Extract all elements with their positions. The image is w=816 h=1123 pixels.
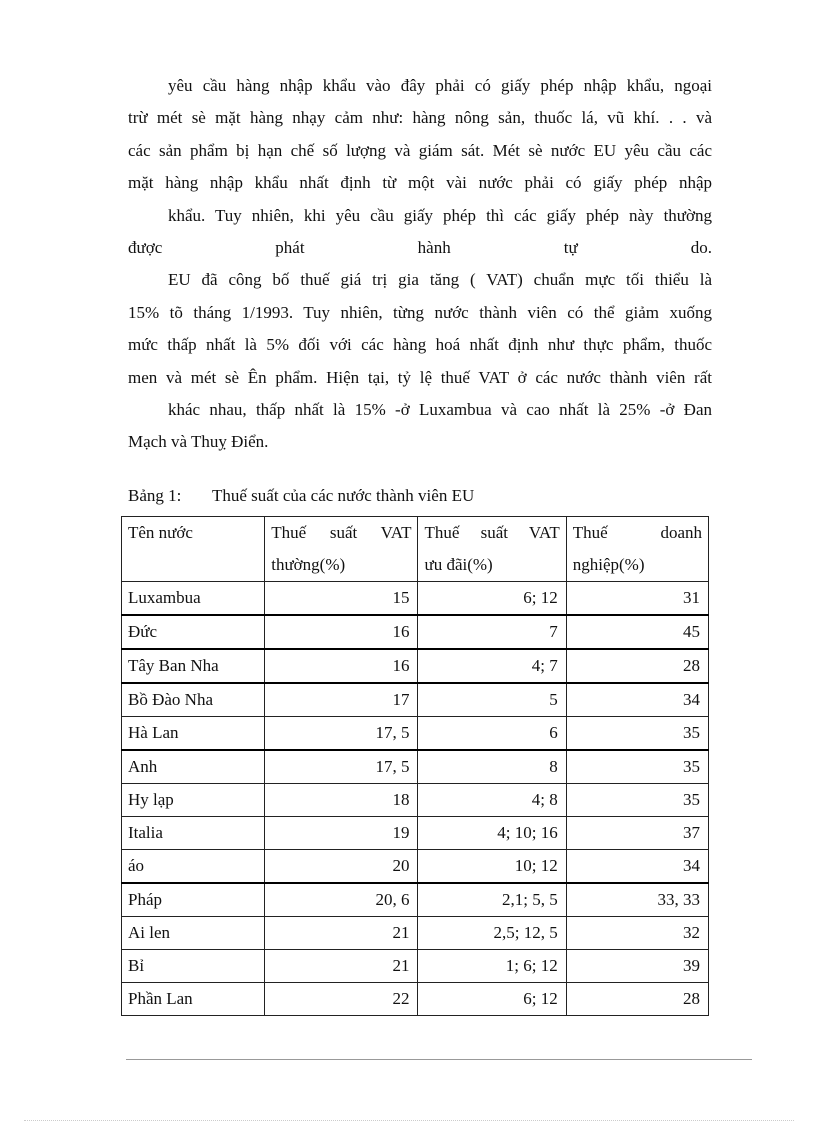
table-caption-label: Bảng 1: <box>128 486 182 505</box>
text-line: yêu cầu hàng nhập khẩu vào đây phải có giấy phép nhập khẩu, ngoại <box>168 76 712 95</box>
table-row <box>122 883 709 917</box>
cell-vat-preferential: 2,1; 5, 5 <box>418 883 566 917</box>
table-row <box>122 615 709 649</box>
vat-rate-table <box>121 516 709 1016</box>
cell-vat-preferential: 4; 7 <box>418 649 566 683</box>
table-row <box>122 983 709 1016</box>
footer-rule <box>126 1059 752 1060</box>
cell-vat-normal: 16 <box>265 649 418 683</box>
cell-vat-preferential: 1; 6; 12 <box>418 950 566 983</box>
text-line: 15% tõ tháng 1/1993. Tuy nhiên, từng nước thành viên có thể giảm xuống <box>128 302 712 322</box>
cell-vat-preferential: 6; 12 <box>418 582 566 616</box>
table-row <box>122 784 709 817</box>
cell-vat-normal: 21 <box>265 950 418 983</box>
cell-vat-preferential: 8 <box>418 750 566 784</box>
text-line: men và mét sè Ên phẩm. Hiện tại, tỷ lệ thuế VAT ở các nước thành viên rất <box>128 367 712 387</box>
cell-corporate-tax: 34 <box>566 850 708 884</box>
cell-country: Đức <box>122 615 265 649</box>
cell-country: Italia <box>122 817 265 850</box>
cell-vat-preferential: 4; 8 <box>418 784 566 817</box>
table-header-row <box>122 517 709 582</box>
cell-corporate-tax: 33, 33 <box>566 883 708 917</box>
cell-corporate-tax: 35 <box>566 784 708 817</box>
cell-vat-normal: 20 <box>265 850 418 884</box>
cell-vat-normal: 17 <box>265 683 418 717</box>
body-paragraph <box>128 70 712 459</box>
cell-corporate-tax: 32 <box>566 917 708 950</box>
text-line: khẩu. Tuy nhiên, khi yêu cầu giấy phép thì các giấy phép này thường <box>168 205 712 225</box>
cell-vat-preferential: 2,5; 12, 5 <box>418 917 566 950</box>
cell-country: Pháp <box>122 883 265 917</box>
cell-corporate-tax: 37 <box>566 817 708 850</box>
table-row <box>122 817 709 850</box>
cell-vat-normal: 19 <box>265 817 418 850</box>
cell-vat-preferential: 4; 10; 16 <box>418 817 566 850</box>
cell-country: Anh <box>122 750 265 784</box>
cell-vat-preferential: 6 <box>418 717 566 751</box>
header-country: Tên nước <box>122 517 265 582</box>
cell-vat-normal: 16 <box>265 615 418 649</box>
cell-vat-normal: 17, 5 <box>265 750 418 784</box>
header-vat-preferential: Thuế suất VAT ưu đãi(%) <box>418 517 566 582</box>
cell-corporate-tax: 28 <box>566 649 708 683</box>
cell-country: Tây Ban Nha <box>122 649 265 683</box>
cell-corporate-tax: 35 <box>566 717 708 751</box>
cell-vat-normal: 17, 5 <box>265 717 418 751</box>
cell-vat-preferential: 6; 12 <box>418 983 566 1016</box>
cell-vat-normal: 20, 6 <box>265 883 418 917</box>
cell-vat-normal: 22 <box>265 983 418 1016</box>
cell-corporate-tax: 31 <box>566 582 708 616</box>
table-caption <box>128 486 474 506</box>
page-bottom-divider <box>24 1120 794 1121</box>
cell-country: Ai len <box>122 917 265 950</box>
cell-corporate-tax: 28 <box>566 983 708 1016</box>
cell-country: Hy lạp <box>122 784 265 817</box>
cell-vat-preferential: 5 <box>418 683 566 717</box>
header-corporate-tax: Thuế doanh nghiệp(%) <box>566 517 708 582</box>
text-line: mặt hàng nhập khẩu nhất định từ một vài nước phải có giấy phép nhập <box>128 173 712 193</box>
cell-corporate-tax: 34 <box>566 683 708 717</box>
table-caption-title: Thuế suất của các nước thành viên EU <box>212 486 475 505</box>
cell-vat-normal: 15 <box>265 582 418 616</box>
cell-corporate-tax: 35 <box>566 750 708 784</box>
header-vat-normal: Thuế suất VAT thường(%) <box>265 517 418 582</box>
cell-country: Luxambua <box>122 582 265 616</box>
cell-corporate-tax: 39 <box>566 950 708 983</box>
table-row <box>122 850 709 884</box>
text-line: mức thấp nhất là 5% đối với các hàng hoá nhất định như thực phẩm, thuốc <box>128 335 712 355</box>
cell-corporate-tax: 45 <box>566 615 708 649</box>
table-row <box>122 950 709 983</box>
text-line: khác nhau, thấp nhất là 15% -ở Luxambua và cao nhất là 25% -ở Đan <box>168 399 712 419</box>
cell-country: áo <box>122 850 265 884</box>
cell-country: Hà Lan <box>122 717 265 751</box>
table-row <box>122 917 709 950</box>
table-row <box>122 717 709 751</box>
cell-vat-normal: 21 <box>265 917 418 950</box>
cell-country: Phần Lan <box>122 983 265 1016</box>
cell-vat-normal: 18 <box>265 784 418 817</box>
cell-vat-preferential: 7 <box>418 615 566 649</box>
cell-country: Bồ Đào Nha <box>122 683 265 717</box>
cell-country: Bỉ <box>122 950 265 983</box>
text-line: được phát hành tự do. <box>128 237 712 257</box>
table-row <box>122 649 709 683</box>
text-line: các sản phẩm bị hạn chế số lượng và giám sát. Mét sè nước EU yêu cầu các <box>128 140 712 160</box>
text-line: trừ mét sè mặt hàng nhạy cảm như: hàng nông sản, thuốc lá, vũ khí. . . và <box>128 108 712 128</box>
text-line: EU đã công bố thuế giá trị gia tăng ( VAT) chuẩn mực tối thiểu là <box>168 270 712 290</box>
cell-vat-preferential: 10; 12 <box>418 850 566 884</box>
text-line: Mạch và Thuỵ Điển. <box>128 432 269 452</box>
table-row <box>122 750 709 784</box>
table-row <box>122 683 709 717</box>
table-row <box>122 582 709 616</box>
